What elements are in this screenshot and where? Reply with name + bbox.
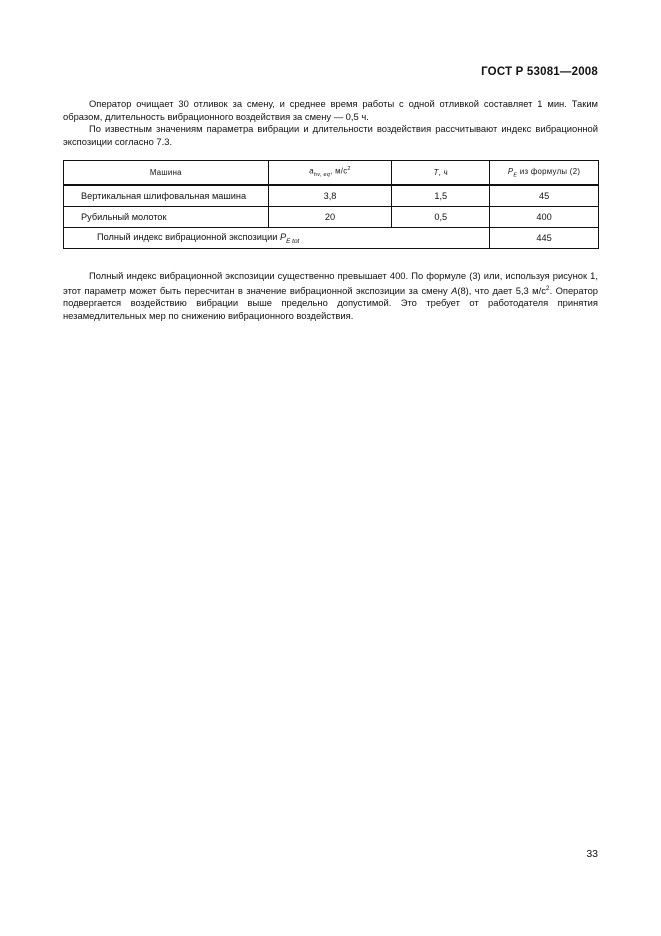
cell-partial-index: 400 — [490, 207, 599, 228]
cell-total-label: Полный индекс вибрационной экспозиции $P_{E tot}$ — [64, 228, 490, 249]
table-row — [64, 185, 599, 207]
paragraph-calculation-basis — [63, 123, 598, 148]
table-header-row — [64, 161, 599, 186]
header-vibration-value: $a_{hv, eq}$, $м/с^2$ — [268, 161, 392, 186]
cell-machine: Рубильный молоток — [64, 207, 269, 228]
document-code: ГОСТ Р 53081—2008 — [481, 66, 598, 78]
paragraph-conclusion: Полный индекс вибрационной экспозиции существенно превышает 400. По формуле (3) или, используя рисунок 1, этот параметр может быть пересчитан в значение вибрационной экспозиции за смену A(8), что дает 5,3 $м/с^2$. Оператор подвергается воздействию вибрации выше предельно допустимой. Это требует от работодателя принятия незамедлительных мер по снижению вибрационного воздействия. — [63, 270, 598, 321]
table-row — [64, 207, 599, 228]
vibration-exposure-table — [63, 160, 599, 249]
header-machine: Машина — [64, 161, 269, 186]
table-total-row — [64, 228, 599, 249]
cell-duration: 0,5 — [392, 207, 490, 228]
header-duration: T, ч — [392, 161, 490, 186]
cell-machine: Вертикальная шлифовальная машина — [64, 185, 269, 207]
cell-total-value: 445 — [490, 228, 599, 249]
page-number: 33 — [586, 848, 598, 860]
cell-vibration-value: 20 — [268, 207, 392, 228]
paragraph-text: По известным значениям параметра вибрации и длительности воздействия рассчитывают индекс вибрационной экспозиции согласно 7.3. — [63, 123, 598, 147]
header-partial-index: $P_E$ из формулы (2) — [490, 161, 599, 186]
cell-vibration-value: 3,8 — [268, 185, 392, 207]
cell-duration: 1,5 — [392, 185, 490, 207]
paragraph-operator-shift — [63, 98, 598, 123]
cell-partial-index: 45 — [490, 185, 599, 207]
paragraph-text: Оператор очищает 30 отливок за смену, и среднее время работы с одной отливкой составляет 1 мин. Таким образом, длительность вибрационного воздействия за смену — 0,5 ч. — [63, 98, 598, 122]
